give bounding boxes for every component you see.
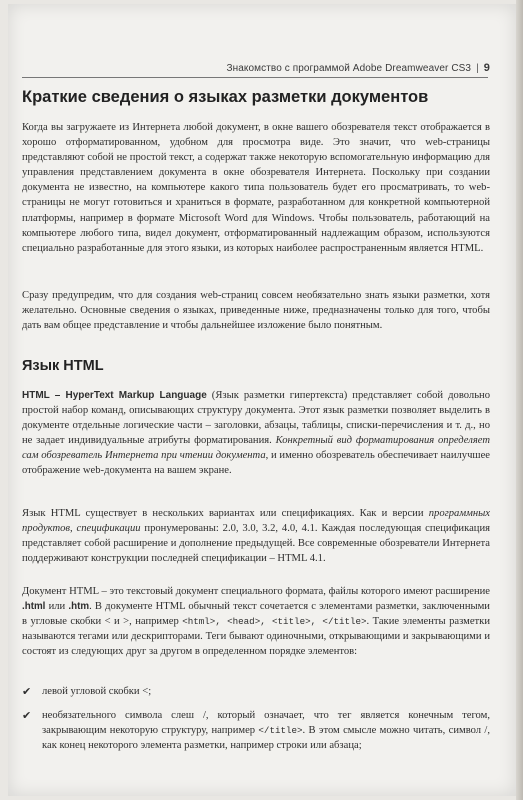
section-heading-html: Язык HTML xyxy=(22,358,104,374)
header-separator: | xyxy=(476,63,479,74)
text-span: Язык HTML существует в нескольких вариантах или спецификациях. Как и версии xyxy=(22,508,429,519)
text-span: необязательного символа слеш /, который означает, что тег является конечным тегом, закрывающим некоторую структуру, например xyxy=(42,710,490,737)
tag-examples: <html>, <head>, <title>, </title> xyxy=(182,616,367,628)
section-heading-markup-languages: Краткие сведения о языках разметки документов xyxy=(22,88,429,106)
text-span: пронумерованы: 2.0, 3.0, 3.2, 4.0, 4.1. Каждая последующая спецификация представляет собой расширение и дополнение предыдущей. Все современные обозреватели Интернета поддерживают конструкции последней спецификации – HTML 4.1. xyxy=(22,523,491,565)
italic-span: Конкретный вид форматирования определяет сам обозреватель Интернета при чтении документа xyxy=(22,435,490,462)
list-item-text xyxy=(42,708,490,753)
extension-htm: .htm xyxy=(68,601,90,613)
list-item-text: левой угловой скобки <; xyxy=(42,686,152,697)
text-span: . Такие элементы разметки называются тегами или дескрипторами. Теги бывают одиночными, открывающими и закрывающими и состоят из следующих друг за другом в определенном порядке элементов: xyxy=(22,616,490,658)
text-span: . В документе HTML обычный текст сочетается с элементами разметки, заключенными в угловые скобки xyxy=(22,601,490,628)
angle-brackets: < и > xyxy=(104,616,130,628)
paragraph-html-versions xyxy=(22,506,490,566)
running-header xyxy=(160,62,490,74)
text-span: , например xyxy=(129,616,183,628)
italic-span: программных продуктов, спецификации xyxy=(22,508,490,535)
extension-html: .html xyxy=(22,601,46,613)
text-span: . В этом смысле можно читать, символ /, как конец некоторого элемента разметки, например строки или абзаца; xyxy=(42,725,490,752)
scan-edge xyxy=(516,0,523,800)
paragraph-warning: Сразу предупредим, что для создания web-страниц совсем необязательно знать языки разметки, хотя желательно. Основные сведения о языках, приведенные ниже, предназначены только для того, чтобы дать вам общее представление и чтобы дальнейшее изложение было понятным. xyxy=(22,290,490,332)
text-span: Документ HTML – это текстовый документ специального формата, файлы которого имеют расширение xyxy=(22,586,490,597)
page-number: 9 xyxy=(483,62,490,74)
paragraph-html-document xyxy=(22,584,490,659)
list-item xyxy=(22,684,490,699)
header-rule xyxy=(22,77,488,78)
running-title: Знакомство с программой Adobe Dreamweaver CS3 xyxy=(226,63,472,74)
text-span: или xyxy=(45,601,69,613)
checkmark-icon: ✔ xyxy=(22,709,32,722)
term-html: HTML – HyperText Markup Language xyxy=(22,390,207,401)
tag-example: </title> xyxy=(258,725,303,737)
text-span: , и именно обозреватель обеспечивает наилучшее отображение web-документа на вашем экране. xyxy=(22,450,490,477)
checkmark-icon: ✔ xyxy=(22,685,32,698)
paragraph-html-definition xyxy=(22,388,490,479)
paragraph-intro: Когда вы загружаете из Интернета любой документ, в окне вашего обозревателя текст отображается в хорошо отформатированном, удобном для просмотра виде. Это значит, что web-страницы представляют собой не простой текст, а содержат также некоторую вспомогательную информацию для управления представлением документа в окне обозревателя Интернета. Поскольку при создании документа не известно, на компьютере какого типа пользователь будет его просматривать, то web-страницы не могут готовиться и храниться в формате, разработанном для конкретной компьютерной платформы, например в формате Microsoft Word для Windows. Чтобы пользователь, работающий на компьютере любого типа, видел документ, отформатированный надлежащим образом, используются специально разработанные для этого языки, из которых наиболее распространенным является HTML. xyxy=(22,122,490,254)
list-item xyxy=(22,708,490,753)
text-span: (Язык разметки гипертекста) представляет собой довольно простой набор команд, описывающих структуру документа. Этот язык разметки позволяет выделить в документе отдельные логические части – заголовки, абзацы, таблицы, списки-перечисления и т. д., но не задает индивидуальные атрибуты форматирования. xyxy=(22,390,490,447)
